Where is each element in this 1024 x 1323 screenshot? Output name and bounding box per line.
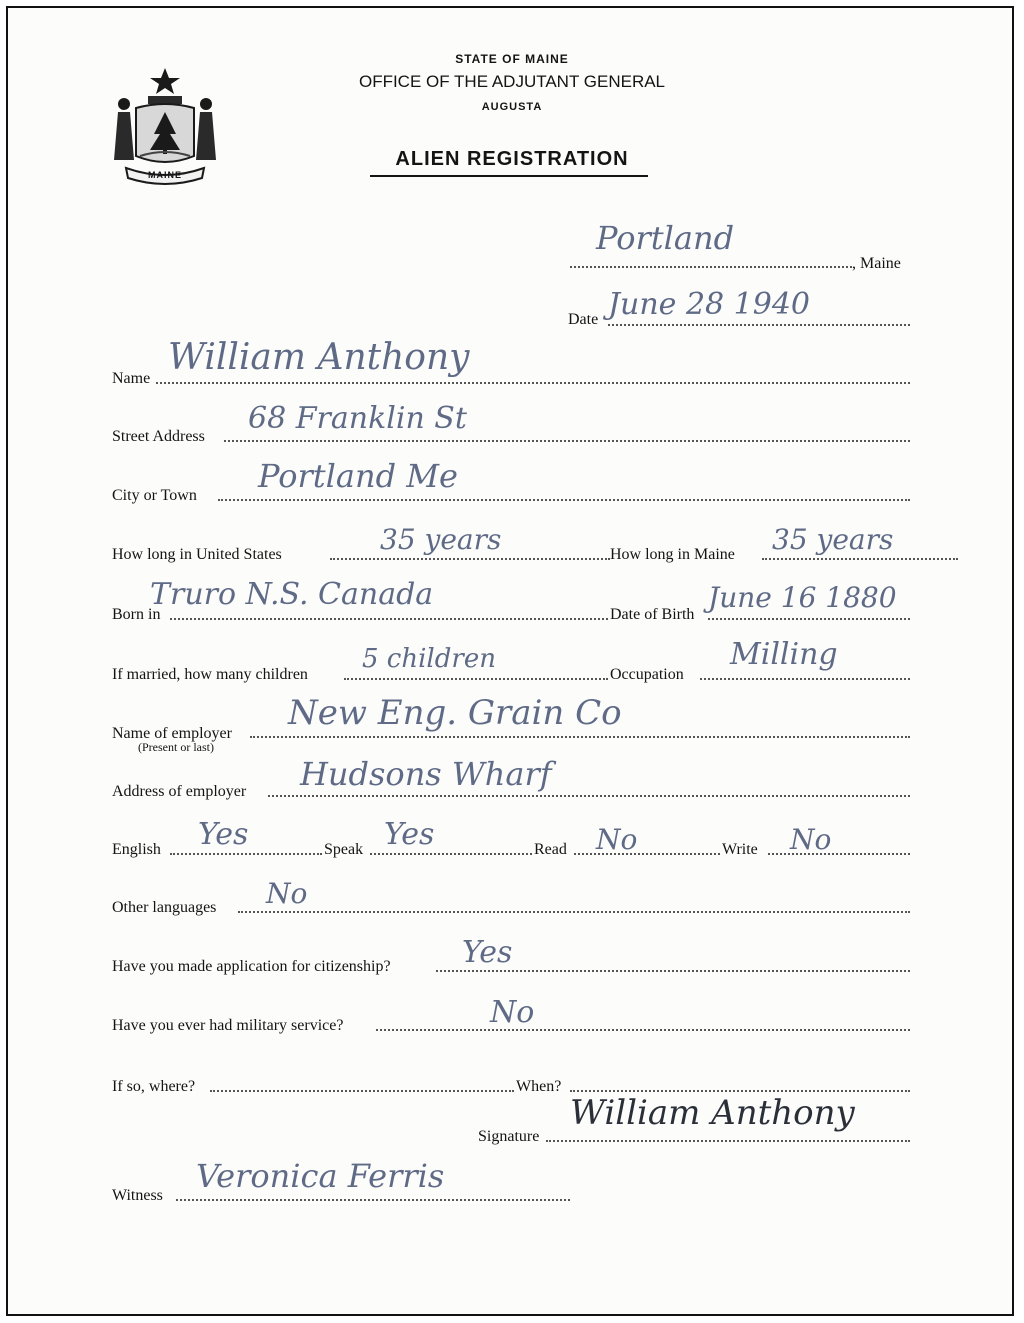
place-line <box>570 266 852 268</box>
long-us-line <box>330 558 610 560</box>
long-maine-label: How long in Maine <box>610 546 735 563</box>
born-value: Truro N.S. Canada <box>150 577 434 612</box>
registration-form <box>6 6 1014 1316</box>
where-line <box>210 1090 514 1092</box>
citizenship-value: Yes <box>462 935 513 970</box>
military-value: No <box>490 995 535 1030</box>
city-value: Portland Me <box>258 457 458 495</box>
employer-line <box>250 736 910 738</box>
street-line <box>224 440 910 442</box>
read-value: No <box>596 823 638 856</box>
read-label: Read <box>534 841 567 858</box>
city-line <box>218 499 910 501</box>
dob-line <box>708 618 910 620</box>
children-value: 5 children <box>362 644 496 674</box>
employer-address-line <box>268 795 910 797</box>
speak-value: Yes <box>384 817 435 852</box>
long-maine-line <box>762 558 958 560</box>
employer-label: Name of employer <box>112 725 232 742</box>
when-label: When? <box>516 1078 562 1095</box>
date-label: Date <box>568 311 599 328</box>
city-heading: AUGUSTA <box>481 101 543 113</box>
name-label: Name <box>112 370 151 387</box>
street-value: 68 Franklin St <box>248 401 467 436</box>
form-title-underline <box>370 175 648 177</box>
born-line <box>170 618 608 620</box>
maine-label: , Maine <box>852 255 901 272</box>
state-seal <box>110 64 220 190</box>
long-maine-value: 35 years <box>772 523 894 556</box>
long-us-label: How long in United States <box>112 546 282 563</box>
signature-label: Signature <box>478 1128 540 1145</box>
signature-value: William Anthony <box>570 1093 855 1133</box>
city-label: City or Town <box>112 487 197 504</box>
dob-label: Date of Birth <box>610 606 695 623</box>
born-label: Born in <box>112 606 161 623</box>
where-label: If so, where? <box>112 1078 196 1095</box>
witness-label: Witness <box>112 1187 163 1204</box>
other-lang-label: Other languages <box>112 899 217 916</box>
speak-label: Speak <box>324 841 364 858</box>
dob-value: June 16 1880 <box>708 581 897 614</box>
place-value: Portland <box>596 219 735 257</box>
occupation-value: Milling <box>730 637 838 672</box>
employer-value: New Eng. Grain Co <box>288 693 622 733</box>
street-label: Street Address <box>112 428 205 445</box>
other-lang-line <box>238 911 910 913</box>
signature-line <box>546 1140 910 1142</box>
date-line <box>608 324 910 326</box>
witness-value: Veronica Ferris <box>196 1157 445 1195</box>
employer-note: (Present or last) <box>138 740 214 754</box>
write-label: Write <box>722 841 758 858</box>
english-line <box>170 853 322 855</box>
citizenship-label: Have you made application for citizenship? <box>112 958 391 975</box>
long-us-value: 35 years <box>380 523 502 556</box>
write-value: No <box>790 823 832 856</box>
form-title: ALIEN REGISTRATION <box>395 148 629 170</box>
when-line <box>570 1090 910 1092</box>
military-label: Have you ever had military service? <box>112 1017 344 1034</box>
married-label: If married, how many children <box>112 666 308 683</box>
employer-address-value: Hudsons Wharf <box>300 755 552 793</box>
date-value: June 28 1940 <box>608 287 811 322</box>
children-line <box>344 678 608 680</box>
other-lang-value: No <box>266 877 308 910</box>
office-heading: OFFICE OF THE ADJUTANT GENERAL <box>358 72 666 91</box>
english-value: Yes <box>198 817 249 852</box>
seal-banner-text: MAINE <box>148 170 182 180</box>
occupation-line <box>700 678 910 680</box>
speak-line <box>370 853 532 855</box>
witness-line <box>176 1199 570 1201</box>
name-value: William Anthony <box>168 337 470 378</box>
occupation-label: Occupation <box>610 666 684 683</box>
state-heading: STATE OF MAINE <box>455 52 569 66</box>
military-line <box>376 1029 910 1031</box>
citizenship-line <box>436 970 910 972</box>
employer-address-label: Address of employer <box>112 783 247 800</box>
name-line <box>156 382 910 384</box>
english-label: English <box>112 841 161 858</box>
